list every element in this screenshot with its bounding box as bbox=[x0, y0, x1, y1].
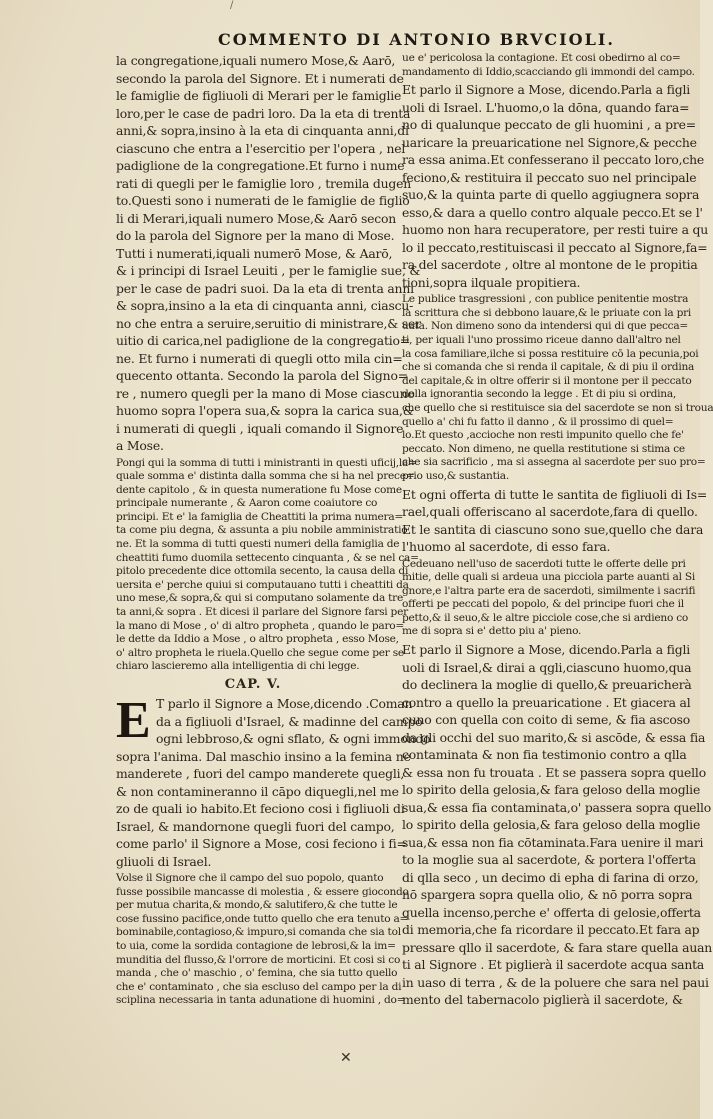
text-line: gnore,e l'altra parte era de sacerdoti, similmente i sacrifi bbox=[402, 584, 696, 597]
text-line: i numerati di quegli , iquali comando il Signore bbox=[116, 420, 404, 436]
text-line: le famiglie de figliuoli di Merari per le famiglie bbox=[116, 88, 402, 103]
text-line: che quello che si restituisce sia del sacerdote se non si troua bbox=[402, 401, 713, 414]
text-line: uersita e' perche quiui si computauano tutti i cheattiti da bbox=[116, 578, 409, 591]
text-line: Cedeuano nell'uso de sacerdoti tutte le offerte delle pri bbox=[402, 557, 686, 570]
top-mark: / bbox=[230, 0, 234, 11]
text-line: ra del sacerdote , oltre al montone de le propitia bbox=[402, 257, 698, 273]
text-line: uoli di Israel. L'huomo,o la dōna, quando fara= bbox=[402, 99, 690, 115]
text-line: & non contamineranno il cāpo diquegli,nel me bbox=[116, 783, 399, 799]
text-line: gliuoli di Israel. bbox=[116, 853, 212, 869]
text-line: secondo la parola del Signore. Et i numerati de bbox=[116, 70, 404, 86]
text-line: loro,per le case de padri loro. Da la eta di trenta bbox=[116, 105, 411, 121]
main-text-block-5 bbox=[402, 641, 713, 1009]
text-line: Et ogni offerta di tutte le santita de figliuoli di Is= bbox=[402, 486, 708, 502]
text-line: Le publice trasgressioni , con publice penitentie mostra bbox=[402, 293, 689, 306]
text-line: mento del tabernacolo piglierà il sacerdote, & bbox=[402, 992, 683, 1008]
text-line: Et parlo il Signore a Mose, dicendo.Parla a figli bbox=[402, 82, 691, 98]
text-line: huomo sopra l'opera sua,& sopra la carica sua,& bbox=[116, 403, 414, 418]
text-line: ciascuno che entra a l'esercitio per l'opera , nel bbox=[116, 140, 406, 156]
text-line: manda , che o' maschio , o' femina, che sia tutto quello bbox=[116, 967, 398, 980]
text-line: chiaro lascieremo alla intelligentia di chi legge. bbox=[116, 660, 360, 673]
text-line: lo il peccato,restituiscasi il peccato al Signore,fa= bbox=[402, 239, 708, 255]
text-line: ti al Signore . Et piglierà il sacerdote acqua santa bbox=[402, 957, 705, 973]
text-line: manderete , fuori del campo manderete quegli, bbox=[116, 766, 405, 781]
text-line: feciono,& restituira il peccato suo nel principale bbox=[402, 169, 697, 185]
text-line: rael,quali offeriscano al sacerdote,fara di quello. bbox=[402, 504, 698, 519]
text-line: a Mose. bbox=[116, 438, 164, 453]
text-line: lo spirito della gelosia,& fara geloso della moglie bbox=[402, 817, 701, 833]
text-line: ue e' pericolosa la contagione. Et cosi obedirno al co= bbox=[402, 52, 681, 64]
text-line: zo de quali io habito.Et feciono cosi i figliuoli di bbox=[116, 801, 405, 816]
text-line: le dette da Iddio a Mose , o altro propheta , esso Mose, bbox=[116, 633, 399, 646]
text-line: ne. Et furno i numerati di quegli otto mila cin= bbox=[116, 350, 403, 366]
text-line: to uia, come la sordida contagione de lebrosi,& la im= bbox=[116, 939, 396, 952]
text-line: principi. Et e' la famiglia de Cheattiti la prima numera= bbox=[116, 510, 404, 523]
text-line: cose fussino pacifice,onde tutto quello che era tenuto a= bbox=[116, 912, 409, 925]
text-line: peccato. Non dimeno, ne quella restitutione si stima ce bbox=[402, 442, 685, 455]
commentary-block-4 bbox=[402, 293, 713, 483]
text-line: la mano di Mose , o' di altro propheta , quando le paro= bbox=[116, 619, 405, 632]
text-line: sua,& essa fia contaminata,o' passera sopra quello bbox=[402, 799, 712, 815]
text-line: anni,& sopra,insino à la eta di cinquanta anni,di bbox=[116, 123, 409, 138]
commentary-block-3 bbox=[402, 52, 695, 79]
text-line: che sia sacrificio , ma si assegna al sacerdote per suo pro= bbox=[402, 456, 706, 469]
text-line: & essa non fu trouata . Et se passera sopra quello bbox=[402, 764, 706, 780]
text-line: esso,& dara a quello contro alquale pecco.Et se l' bbox=[402, 204, 703, 220]
main-text-block-3 bbox=[402, 81, 709, 291]
text-line: per le case de padri suoi. Da la eta di trenta anni bbox=[116, 280, 414, 296]
text-line: sua,& essa non fia cōtaminata.Fara uenire il mari bbox=[402, 834, 704, 850]
text-line: da a figliuoli d'Israel, & madinne del campo bbox=[156, 713, 423, 729]
text-line: suo,& la quinta parte di quello aggiugnera sopra bbox=[402, 187, 700, 203]
text-line: mandamento di Iddio,scacciando gli immondi del campo. bbox=[402, 65, 695, 78]
text-line: ra essa anima.Et confesserano il peccato loro,che bbox=[402, 152, 704, 168]
text-line: che si comanda che si renda il capitale, & di piu il ordina bbox=[402, 361, 695, 374]
text-line: contaminata & non fia testimonio contro a qlla bbox=[402, 747, 687, 763]
left-column bbox=[116, 52, 431, 1062]
main-text-block-4 bbox=[402, 486, 708, 556]
chapter-heading: CAP. V. bbox=[224, 677, 282, 692]
text-line: uaricare la preuaricatione nel Signore,& pecche bbox=[402, 134, 697, 150]
text-line: principale numerante , & Aaron come coaiutore co bbox=[116, 497, 378, 510]
text-line: lo spirito della gelosia,& fara geloso della moglie bbox=[402, 782, 701, 798]
commentary-block-2 bbox=[116, 872, 409, 1008]
text-line: quale somma e' distinta dalla somma che si ha nel prece= bbox=[116, 470, 415, 483]
text-line: sopra l'anima. Dal maschio insino a la femina ne bbox=[116, 748, 411, 764]
text-line: huomo non hara recuperatore, per resti tuire a qu bbox=[402, 222, 709, 238]
text-line: li di Merari,iquali numero Mose,& Aarō secon bbox=[116, 210, 397, 226]
commentary-block-5 bbox=[402, 557, 696, 640]
text-line: quella incenso,perche e' offerta di gelosie,offerta bbox=[402, 904, 701, 920]
text-line: l'huomo al sacerdote, di esso fara. bbox=[402, 539, 611, 554]
text-line: do la parola del Signore per la mano di Mose. bbox=[116, 228, 395, 243]
text-line: la cosa familiare,ilche si possa restituire cō la pecunia,poi bbox=[402, 347, 699, 360]
text-line: che e' contaminato , che sia escluso del campo per la di bbox=[116, 980, 402, 993]
text-line: pressare qllo il sacerdote, & fara stare quella auan bbox=[402, 939, 713, 955]
text-line: uno mese,& sopra,& qui si computano solamente da tre bbox=[116, 592, 403, 605]
text-line: & i principi di Israel Leuiti , per le famiglie sue, & bbox=[116, 263, 421, 278]
text-line: munditia del flusso,& l'orrore de morticini. Et cosi si co bbox=[116, 953, 401, 966]
text-line: bominabile,contagioso,& impuro,si comanda che sia tol bbox=[116, 926, 401, 939]
text-line: do declinera la moglie di quello,& preuaricherà bbox=[402, 677, 692, 693]
text-line: di qlla seco , un decimo di epha di farina di orzo, bbox=[402, 869, 699, 885]
text-line: fusse possibile mancasse di molestia , & essere giocondo bbox=[116, 885, 409, 898]
running-head: COMMENTO DI ANTONIO BRVCIOLI. bbox=[218, 30, 615, 49]
text-line: to la moglie sua al sacerdote, & portera l'offerta bbox=[402, 852, 696, 868]
text-line: T parlo il Signore a Mose,dicendo .Coman bbox=[156, 696, 413, 711]
signature-mark: ✕ bbox=[340, 1050, 352, 1066]
text-line: sciplina necessaria in tanta adunatione di huomini , do= bbox=[116, 994, 406, 1007]
text-line: della ignorantia secondo la legge . Et di piu si ordina, bbox=[402, 388, 677, 401]
text-line: Et parlo il Signore a Mose, dicendo.Parla a figli bbox=[402, 642, 691, 658]
text-line: come parlo' il Signore a Mose, cosi feciono i fi= bbox=[116, 836, 407, 851]
text-line: Israel, & mandornone quegli fuori del campo, bbox=[116, 818, 395, 834]
text-line: no di qualunque peccato de gli huomini , a pre= bbox=[402, 117, 696, 133]
text-line: Et le santita di ciascuno sono sue,quello che dara bbox=[402, 521, 704, 537]
text-line: rati di quegli per le famiglie loro , tremila dugen bbox=[116, 175, 412, 191]
text-line: la scrittura che si debbono lauare,& le priuate con la pri bbox=[402, 306, 692, 319]
text-line: padiglione de la congregatione.Et furno i nume bbox=[116, 158, 405, 173]
main-text-block-2 bbox=[116, 692, 431, 870]
text-line: da gli occhi del suo marito,& si ascōde, & essa fia bbox=[402, 729, 706, 745]
commentary-block-1 bbox=[116, 456, 419, 675]
text-line: nō spargera sopra quella olio, & nō porra sopra bbox=[402, 887, 693, 903]
text-line: dente capitolo , & in questa numeratione fu Mose come bbox=[116, 483, 402, 496]
text-line: Volse il Signore che il campo del suo popolo, quanto bbox=[116, 872, 384, 884]
text-line: no che entra a seruire,seruitio di ministrare,& ser bbox=[116, 315, 421, 331]
text-line: ne. Et la somma di tutti questi numeri della famiglia de bbox=[116, 538, 400, 551]
text-line: re , numero quegli per la mano di Mose ciascuno bbox=[116, 385, 415, 401]
text-line: quecento ottanta. Secondo la parola del Signo= bbox=[116, 368, 408, 383]
text-line: uata. Non dimeno sono da intendersi qui di que pecca= bbox=[402, 320, 689, 333]
text-line: ti, per iquali l'uno prossimo riceue danno dall'altro nel bbox=[402, 333, 681, 346]
text-line: cheattiti fumo duomila settecento cinquanta , & se nel ca= bbox=[116, 551, 419, 564]
right-column bbox=[402, 52, 713, 1062]
main-text-block-1 bbox=[116, 52, 421, 455]
text-line: per mutua charita,& mondo,& salutifero,& che tutte le bbox=[116, 899, 398, 912]
text-line: me di sopra si e' detto piu a' pieno. bbox=[402, 625, 582, 638]
drop-cap-initial: E bbox=[116, 692, 151, 749]
text-line: cuno con quella con coito di seme, & fia ascoso bbox=[402, 712, 691, 728]
text-line: uitio di carica,nel padiglione de la congregatio= bbox=[116, 333, 410, 348]
text-line: ta anni,& sopra . Et dicesi il parlare del Signore farsi per bbox=[116, 606, 408, 619]
text-line: Pongi qui la somma di tutti i ministranti in questi uficij,la= bbox=[116, 456, 417, 469]
text-line: mitie, delle quali si ardeua una picciola parte auanti al Si bbox=[402, 571, 696, 584]
text-line: contro a quello la preuaricatione . Et giacera al bbox=[402, 694, 691, 710]
text-line: ta come piu degna, & assunta a piu nobile amministratio bbox=[116, 524, 408, 537]
text-line: quello a' chi fu fatto il danno , & il prossimo di quel= bbox=[402, 415, 674, 428]
text-line: o' altro propheta le riuela.Quello che segue come per se bbox=[116, 646, 404, 659]
text-line: la congregatione,iquali numero Mose,& Aarō, bbox=[116, 53, 396, 68]
text-line: di memoria,che fa ricordare il peccato.Et fara ap bbox=[402, 922, 700, 938]
text-line: uoli di Israel,& dirai a qgli,ciascuno huomo,qua bbox=[402, 659, 692, 675]
text-line: petto,& il seuo,& le altre picciole cose,che si ardieno co bbox=[402, 611, 689, 624]
text-line: prio uso,& sustantia. bbox=[402, 469, 509, 482]
text-line: del capitale,& in oltre offerir si il montone per il peccato bbox=[402, 374, 692, 387]
text-line: pitolo precedente dice ottomila secento, la causa della di bbox=[116, 565, 409, 578]
text-line: to.Questi sono i numerati de le famiglie de figlio bbox=[116, 193, 410, 208]
text-line: lo.Et questo ,accioche non resti impunito quello che fe' bbox=[402, 429, 684, 442]
text-line: offerti pe peccati del popolo, & del principe fuori che il bbox=[402, 598, 684, 611]
text-line: tioni,sopra ilquale propitiera. bbox=[402, 274, 581, 290]
text-line: Tutti i numerati,iquali numerō Mose, & Aarō, bbox=[116, 245, 393, 261]
text-line: in uaso di terra , & de la poluere che sara nel paui bbox=[402, 974, 709, 990]
text-line: ogni lebbroso,& ogni sflato, & ogni immondo bbox=[156, 731, 431, 746]
text-line: & sopra,insino a la eta di cinquanta anni, ciascu- bbox=[116, 298, 414, 313]
